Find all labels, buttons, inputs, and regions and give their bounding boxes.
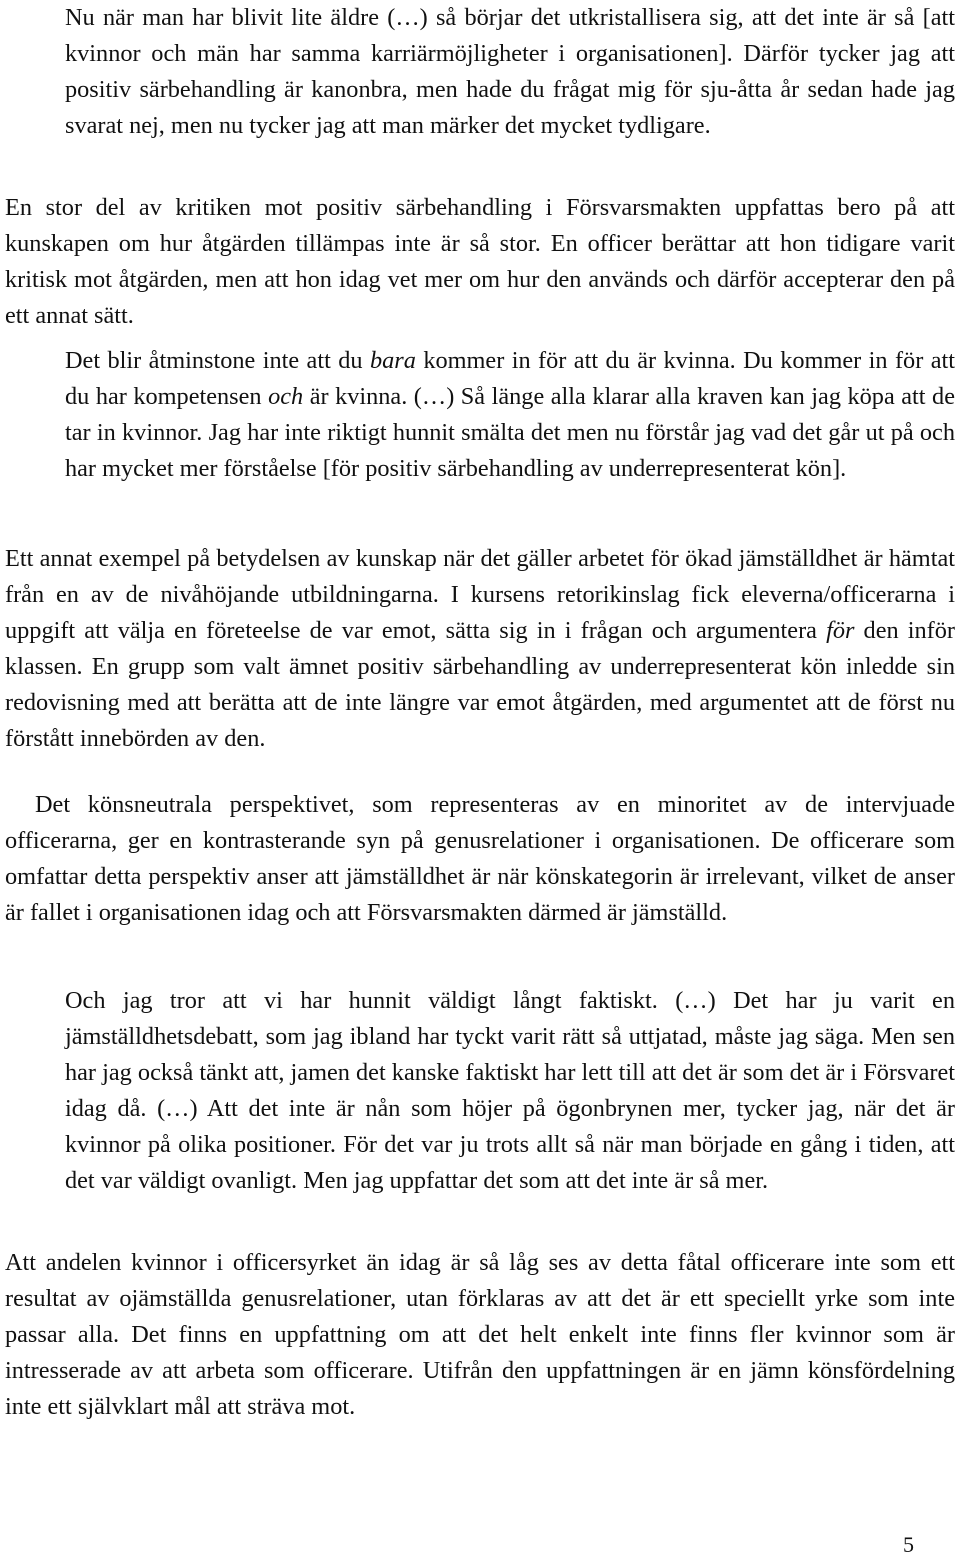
para2-emphasis-for: för [826, 617, 855, 644]
body-paragraph-4: Att andelen kvinnor i officersyrket än idag är så låg ses av detta fåtal officerare inte som ett resultat av ojämställda genusrelationer, utan förklaras av att det är ett speciellt yrke som inte passar alla. Det finns en uppfattning om att det helt enkelt inte finns fler kvinnor som är intresserade av att arbeta som officerare. Utifrån den uppfattningen är en jämn könsfördelning inte ett självklart mål att sträva mot. [5, 1249, 955, 1420]
block-quote-2 [65, 343, 955, 487]
quote2-emphasis-och: och [268, 383, 304, 410]
block-quote-3: Och jag tror att vi har hunnit väldigt långt faktiskt. (…) Det har ju varit en jämställdhetsdebatt, som jag ibland har tyckt varit rätt så uttjatad, måste jag säga. Men sen har jag också tänkt att, jamen det kanske faktiskt har lett till att det är som det är i Försvaret idag då. (…) Att det inte är nån som höjer på ögonbrynen mer, tycker jag, när det är kvinnor på olika positioner. För det var ju trots allt så när man började en gång i tiden, att det var väldigt ovanligt. Men jag uppfattar det som att det inte är så mer. [65, 987, 955, 1194]
quote2-text-1: Det blir åtminstone inte att du [65, 347, 370, 374]
quote2-text-2: kommer in för att du är kvinna. Du kommer in för att du har kompetensen [65, 347, 956, 410]
block-quote-1: Nu när man har blivit lite äldre (…) så börjar det utkristallisera sig, att det inte är så [att kvinnor och män har samma karriärmöjligheter i organisationen]. Därför tycker jag att positiv särbehandling är kanonbra, men hade du frågat mig för sju-åtta år sedan hade jag svarat nej, men nu tycker jag att man märker det mycket tydligare. [65, 4, 955, 139]
para2-text-1: Ett annat exempel på betydelsen av kunskap när det gäller arbetet för ökad jämställdhet är hämtat från en av de nivåhöjande utbildningarna. I kursens retorikinslag fick eleverna/officerarna i uppgift att välja en företeelse de var emot, sätta sig in i frågan och argumentera [5, 545, 955, 644]
body-paragraph-3 [5, 787, 955, 931]
page-number: 5 [903, 1532, 914, 1557]
body-paragraph-2 [5, 541, 955, 757]
body-paragraph-1: En stor del av kritiken mot positiv särbehandling i Försvarsmakten uppfattas bero på att kunskapen om hur åtgärden tillämpas inte är så stor. En officer berättar att hon tidigare varit kritisk mot åtgärden, men att hon idag vet mer om hur den används och därför accepterar den på ett annat sätt. [5, 194, 955, 329]
para2-text-2: den inför klassen. En grupp som valt ämnet positiv särbehandling av underrepresenterat kön inledde sin redovisning med att berätta att de inte längre var emot åtgärden, med argumentet att de först nu förstått innebörden av den. [5, 617, 955, 752]
quote2-emphasis-bara: bara [370, 347, 416, 374]
quote2-text-3: är kvinna. (…) Så länge alla klarar alla kraven kan jag köpa att de tar in kvinnor. Jag har inte riktigt hunnit smälta det men nu förstår jag vad det går ut på och har mycket mer förståelse [för positiv särbehandling av underrepresenterat kön]. [65, 383, 955, 482]
para3-text: Det könsneutrala perspektivet, som representeras av en minoritet av de intervjuade officerarna, ger en kontrasterande syn på genusrelationer i organisationen. De officerare som omfattar detta perspektiv anser att jämställdhet är när könskategorin är irrelevant, vilket de anser är fallet i organisationen idag och att Försvarsmakten därmed är jämställd. [5, 791, 955, 926]
